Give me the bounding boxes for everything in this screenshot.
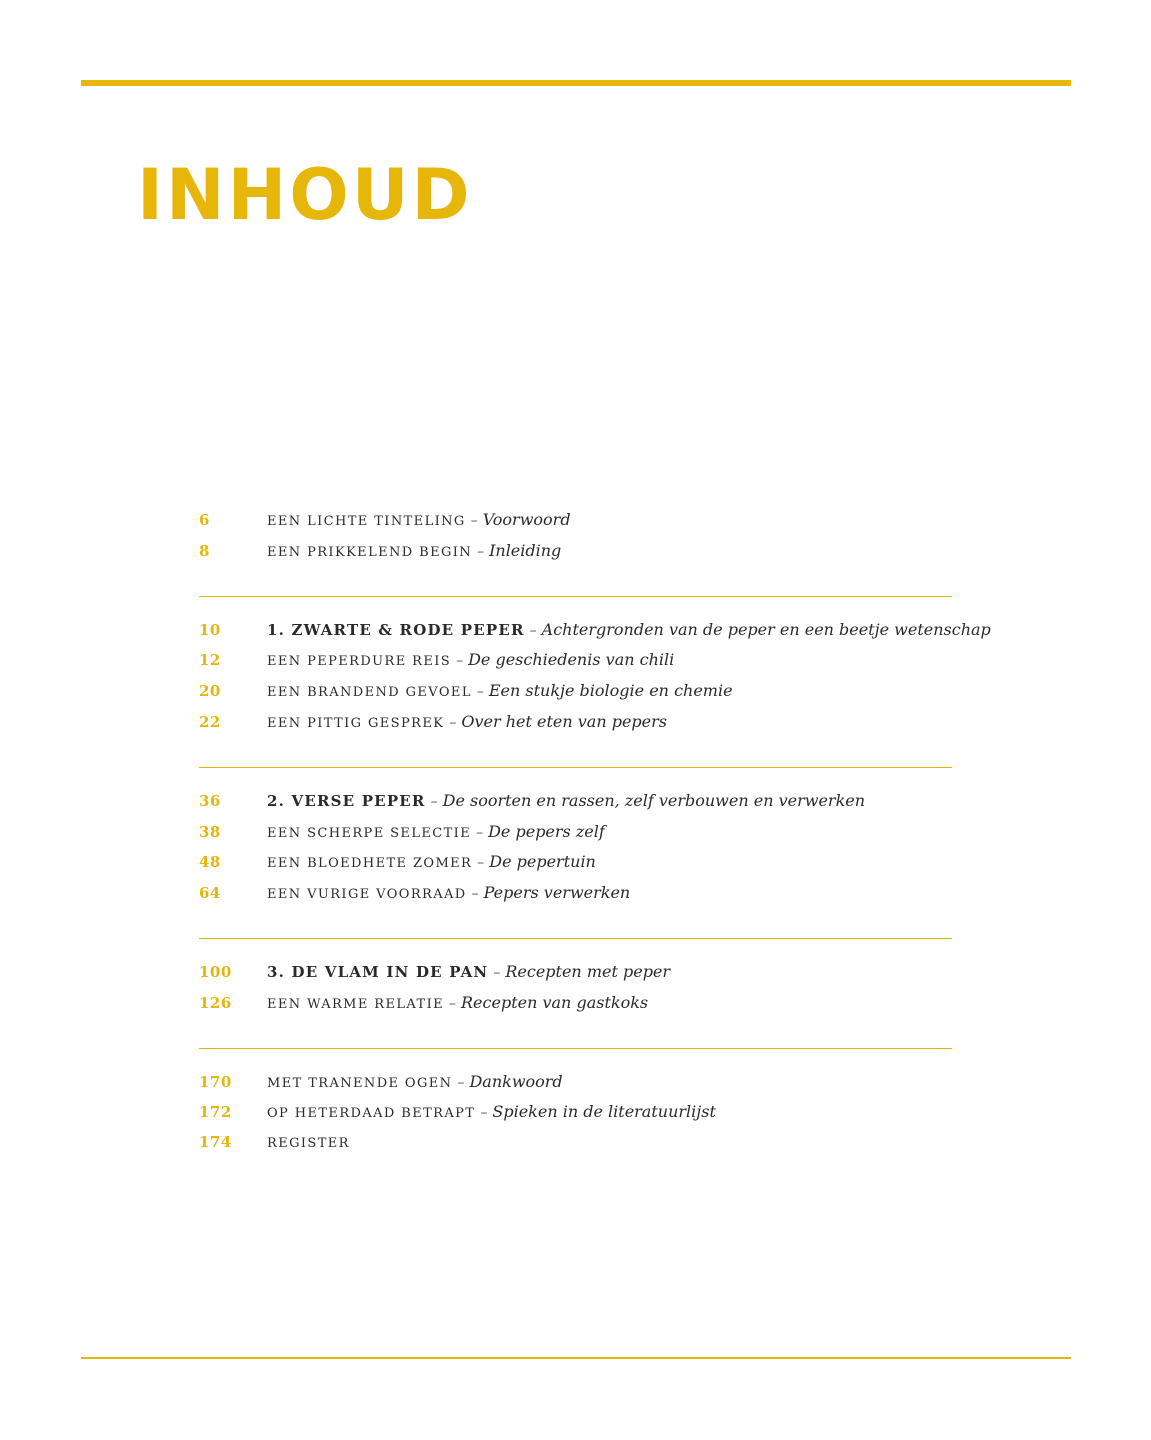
toc-chapter-entry[interactable] xyxy=(199,619,991,651)
toc-entry[interactable] xyxy=(199,1133,952,1164)
entry-dash: – xyxy=(476,684,484,701)
entry-subtitle: Spieken in de literatuurlijst xyxy=(492,1102,716,1122)
page-number: 172 xyxy=(199,1103,232,1122)
page-number: 48 xyxy=(199,853,221,872)
chapter-title: 3. DE VLAM IN DE PAN xyxy=(267,962,489,981)
page-number: 22 xyxy=(199,712,221,731)
entry-title: EEN WARME RELATIE xyxy=(267,996,444,1012)
entry-dash: – xyxy=(480,1105,488,1122)
toc-group xyxy=(199,1072,952,1164)
entry-title: EEN BRANDEND GEVOEL xyxy=(267,685,472,701)
toc-group xyxy=(199,962,952,1024)
entry-title: EEN VURIGE VOORRAAD xyxy=(267,887,467,903)
entry-dash: – xyxy=(529,622,537,639)
entry-subtitle: Over het eten van pepers xyxy=(461,711,667,731)
page-number: 20 xyxy=(199,682,221,701)
page-number: 6 xyxy=(199,511,210,529)
entry-title: EEN LICHTE TINTELING xyxy=(267,514,466,529)
entry-subtitle: Een stukje biologie en chemie xyxy=(488,681,733,701)
entry-subtitle: De pepers zelf xyxy=(488,821,605,841)
toc-entry[interactable] xyxy=(199,712,952,743)
entry-subtitle: Pepers verwerken xyxy=(483,883,631,903)
page-number: 10 xyxy=(199,620,221,639)
entry-subtitle: De pepertuin xyxy=(489,852,596,872)
entry-subtitle: Recepten met peper xyxy=(505,961,671,981)
entry-subtitle: De soorten en rassen, zelf verbouwen en verwerken xyxy=(442,790,866,810)
toc-entry[interactable] xyxy=(199,822,952,853)
entry-dash: – xyxy=(449,714,457,731)
page-number: 64 xyxy=(199,884,221,903)
toc-entry[interactable] xyxy=(199,852,952,883)
entry-subtitle: Achtergronden van de peper en een beetje wetenschap xyxy=(541,619,991,639)
bottom-rule xyxy=(81,1357,1071,1359)
entry-title: EEN PITTIG GESPREK xyxy=(267,715,445,731)
page-number: 12 xyxy=(199,651,221,670)
entry-subtitle: De geschiedenis van chili xyxy=(468,650,675,670)
toc-entry[interactable] xyxy=(199,1102,952,1133)
section-divider xyxy=(199,938,952,939)
toc-group xyxy=(199,619,991,743)
page-number: 170 xyxy=(199,1072,232,1091)
toc-entry[interactable] xyxy=(199,541,952,572)
toc-group xyxy=(199,791,952,914)
entry-dash: – xyxy=(471,886,479,903)
toc-entry[interactable] xyxy=(199,1072,952,1103)
section-divider xyxy=(199,596,952,597)
entry-dash: – xyxy=(470,513,478,529)
toc-entry[interactable] xyxy=(199,510,952,541)
chapter-title: 2. VERSE PEPER xyxy=(267,791,426,810)
chapter-title: 1. ZWARTE & RODE PEPER xyxy=(267,620,525,639)
entry-title: OP HETERDAAD BETRAPT xyxy=(267,1106,476,1122)
entry-dash: – xyxy=(477,543,485,560)
entry-dash: – xyxy=(449,995,456,1012)
entry-dash: – xyxy=(430,793,438,810)
section-divider xyxy=(199,767,952,768)
entry-dash: – xyxy=(493,964,501,981)
entry-subtitle: Inleiding xyxy=(489,540,562,560)
entry-title: EEN SCHERPE SELECTIE xyxy=(267,825,472,841)
entry-subtitle: Recepten van gastkoks xyxy=(461,992,649,1012)
page-number: 126 xyxy=(199,993,232,1012)
page-number: 8 xyxy=(199,541,210,560)
entry-subtitle: Dankwoord xyxy=(469,1071,563,1091)
page-number: 38 xyxy=(199,822,221,841)
top-rule xyxy=(81,80,1071,86)
page-number: 174 xyxy=(199,1133,232,1152)
entry-dash: – xyxy=(457,1074,465,1091)
toc-entry[interactable] xyxy=(199,993,952,1024)
entry-dash: – xyxy=(476,824,484,841)
toc-chapter-entry[interactable] xyxy=(199,791,952,822)
page-number: 100 xyxy=(199,962,232,981)
entry-title: EEN PRIKKELEND BEGIN xyxy=(267,544,473,560)
toc-entry[interactable] xyxy=(199,650,952,681)
section-divider xyxy=(199,1048,952,1049)
entry-title: EEN BLOEDHETE ZOMER xyxy=(267,856,473,872)
toc-entry[interactable] xyxy=(199,681,952,712)
entry-title: EEN PEPERDURE REIS xyxy=(267,654,452,670)
toc-entry[interactable] xyxy=(199,883,952,914)
entry-dash: – xyxy=(477,855,485,872)
page-number: 36 xyxy=(199,791,221,810)
entry-subtitle: Voorwoord xyxy=(482,510,571,529)
toc-group xyxy=(199,510,952,572)
table-of-contents xyxy=(199,510,991,1164)
entry-dash: – xyxy=(456,653,464,670)
entry-title: REGISTER xyxy=(267,1136,350,1152)
page-title: INHOUD xyxy=(137,154,473,236)
entry-title: MET TRANENDE OGEN xyxy=(267,1075,453,1091)
toc-chapter-entry[interactable] xyxy=(199,962,952,993)
